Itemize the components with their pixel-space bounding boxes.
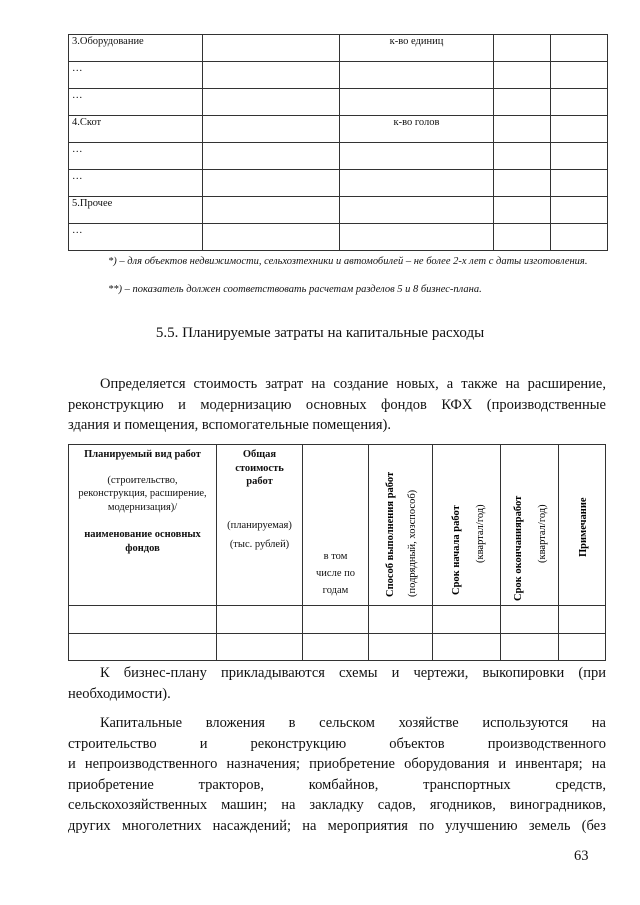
attachments-paragraph: К бизнес-плану прикладываются схемы и чертежи, выкопировки (при необходимости). (68, 665, 606, 702)
table-row (69, 116, 608, 143)
row-label: … (69, 224, 203, 251)
intro-paragraph: Определяется стоимость затрат на создание новых, а также на расширение, реконструкцию и модернизацию основных фондов КФХ (производственные здания и помещения, вспомогательные помещения). (68, 376, 606, 433)
capex-table (68, 444, 606, 661)
row-unit (340, 89, 494, 116)
row-unit (340, 170, 494, 197)
row-label: … (69, 62, 203, 89)
row-unit (340, 224, 494, 251)
row-label: … (69, 143, 203, 170)
capital-investment-paragraph: Капитальные вложения в сельском хозяйстве используются на строительство и реконструкцию объектов производственного и непроизводственного назначения; приобретение оборудования и инвентаря; на приобретение тракторов, комбайнов, транспортных средств, сельскохозяйственных машин; на закладку садов, ягодников, виноградников, других многолетних насаждений; на мероприятия по улучшению земель (без (68, 715, 606, 834)
table-row (69, 170, 608, 197)
resources-table (68, 34, 608, 251)
footnote-1: *) – для объектов недвижимости, сельхозтехники и автомобилей – не более 2-х лет с даты изготовления. (108, 256, 588, 267)
col-end-date (501, 445, 559, 606)
table-row (69, 62, 608, 89)
row-label: 4.Скот (69, 116, 203, 143)
svg-text:Срок начала работ: Срок начала работ (451, 505, 462, 595)
col-planned-work: Планируемый вид работ (строительство, реконструкция, расширение, модернизация)/ наименование основных фондов (69, 445, 217, 606)
svg-text:(подрядный, хозспособ): (подрядный, хозспособ) (407, 489, 418, 597)
row-unit (340, 62, 494, 89)
col-execution-method (369, 445, 433, 606)
capex-header-row (69, 445, 606, 606)
row-label: 5.Прочее (69, 197, 203, 224)
svg-text:Срок окончанияработ: Срок окончанияработ (513, 495, 524, 601)
svg-text:(квартал/год): (квартал/год) (475, 504, 486, 563)
row-unit: к-во голов (340, 116, 494, 143)
col-start-date (433, 445, 501, 606)
table-row (69, 224, 608, 251)
section-heading: 5.5. Планируемые затраты на капитальные расходы (155, 325, 485, 341)
page-number: 63 (574, 848, 589, 864)
row-label: 3.Оборудование (69, 35, 203, 62)
col-total-cost: Общая стоимость работ (планируемая) (тыс. рублей) (217, 445, 303, 606)
capex-empty-row (69, 634, 606, 661)
col-by-years: в том числе по годам (303, 445, 369, 606)
table-row (69, 35, 608, 62)
svg-text:Способ выполнения работ: Способ выполнения работ (385, 471, 396, 597)
row-label: … (69, 170, 203, 197)
table-row (69, 197, 608, 224)
col-notes (559, 445, 606, 606)
capex-empty-row (69, 606, 606, 634)
table-row (69, 89, 608, 116)
row-unit (340, 143, 494, 170)
row-unit (340, 197, 494, 224)
svg-text:(квартал/год): (квартал/год) (537, 504, 548, 563)
svg-text:Примечание: Примечание (578, 497, 589, 557)
row-unit: к-во единиц (340, 35, 494, 62)
footnote-2: **) – показатель должен соответствовать расчетам разделов 5 и 8 бизнес-плана. (108, 284, 482, 295)
row-label: … (69, 89, 203, 116)
table-row (69, 143, 608, 170)
